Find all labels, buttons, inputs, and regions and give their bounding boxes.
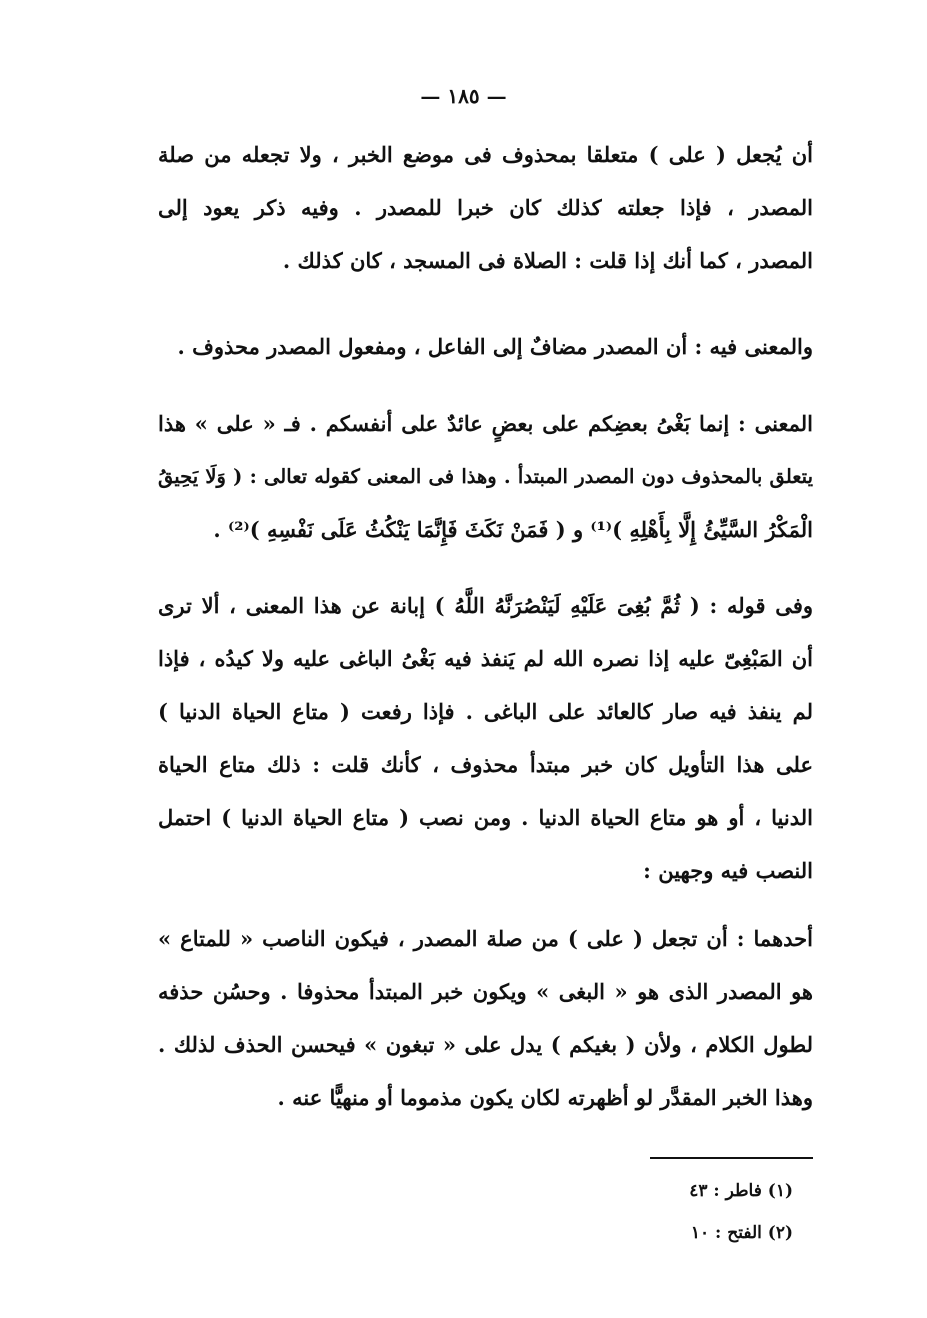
page-number: — ١٨٥ — (420, 84, 507, 108)
text-line: المعنى : إنما بَغْىُ بعضِكم على بعضٍ عائدٌ على أنفسكم . فـ « على » هذا (158, 411, 813, 436)
text-line: الدنيا ، أو هو متاع الحياة الدنيا . ومن نصب ( متاع الحياة الدنيا ) احتمل (158, 805, 813, 830)
paragraph-3 (158, 397, 813, 556)
paragraph-5 (158, 912, 813, 1124)
text-line: هو المصدر الذى هو « البغى » ويكون خبر المبتدأ محذوفا . وحسُن حذفه (158, 979, 813, 1004)
text-line: المصدر ، فإذا جعلته كذلك كان خبرا للمصدر . وفيه ذكر يعود إلى (158, 195, 813, 220)
text-line: لم ينفذ فيه صار كالعائد على الباغى . فإذا رفعت ( متاع الحياة الدنيا ) (158, 699, 813, 724)
text-line: أن المَبْغِىّ عليه إذا نصره الله لم يَنفذ فيه بَغْىُ الباغى عليه ولا كيدُه ، فإذا (158, 646, 813, 671)
footnote-divider (650, 1157, 813, 1159)
paragraph-1 (158, 128, 813, 287)
text-line: على هذا التأويل كان خبر مبتدأ محذوف ، كأنك قلت : ذلك متاع الحياة (158, 752, 813, 777)
footnotes (600, 1170, 793, 1254)
text-line: لطول الكلام ، ولأن ( بغيكم ) يدل على « تبغون » فيحسن الحذف لذلك . (158, 1032, 813, 1057)
paragraph-2 (158, 320, 813, 373)
text-line: أن يُجعل ( على ) متعلقا بمحذوف فى موضع الخبر ، ولا تجعله من صلة (158, 142, 813, 167)
text-line: الْمَكْرُ السَّيِّئُ إِلَّا بِأَهْلِهِ )⁽¹⁾ و ( فَمَنْ نَكَثَ فَإِنَّمَا يَنْكُثُ عَلَى نَفْسِهِ )⁽²⁾ . (213, 517, 813, 542)
text-line: والمعنى فيه : أن المصدر مضافٌ إلى الفاعل ، ومفعول المصدر محذوف . (177, 334, 813, 359)
text-line: وفى قوله : ( ثُمَّ بُغِىَ عَلَيْهِ لَيَنْصُرَنَّهُ اللَّهُ ) إبانة عن هذا المعنى ، ألا ترى (158, 593, 813, 618)
text-line: المصدر ، كما أنك إذا قلت : الصلاة فى المسجد ، كان كذلك . (282, 248, 813, 273)
paragraph-4 (158, 579, 813, 897)
text-line: وهذا الخبر المقدَّر لو أظهرته لكان يكون مذموما أو منهيًّا عنه . (277, 1085, 813, 1110)
text-line: أحدهما : أن تجعل ( على ) من صلة المصدر ، فيكون الناصب « للمتاع » (158, 926, 813, 951)
footnote-2: (٢) الفتح : ١٠ (690, 1223, 793, 1243)
text-line: يتعلق بالمحذوف دون المصدر المبتدأ . وهذا فى المعنى كقوله تعالى : ( وَلَا يَحِيقُ (158, 465, 813, 488)
text-line: النصب فيه وجهين : (643, 858, 813, 883)
footnote-1: (١) فاطر : ٤٣ (689, 1181, 793, 1201)
